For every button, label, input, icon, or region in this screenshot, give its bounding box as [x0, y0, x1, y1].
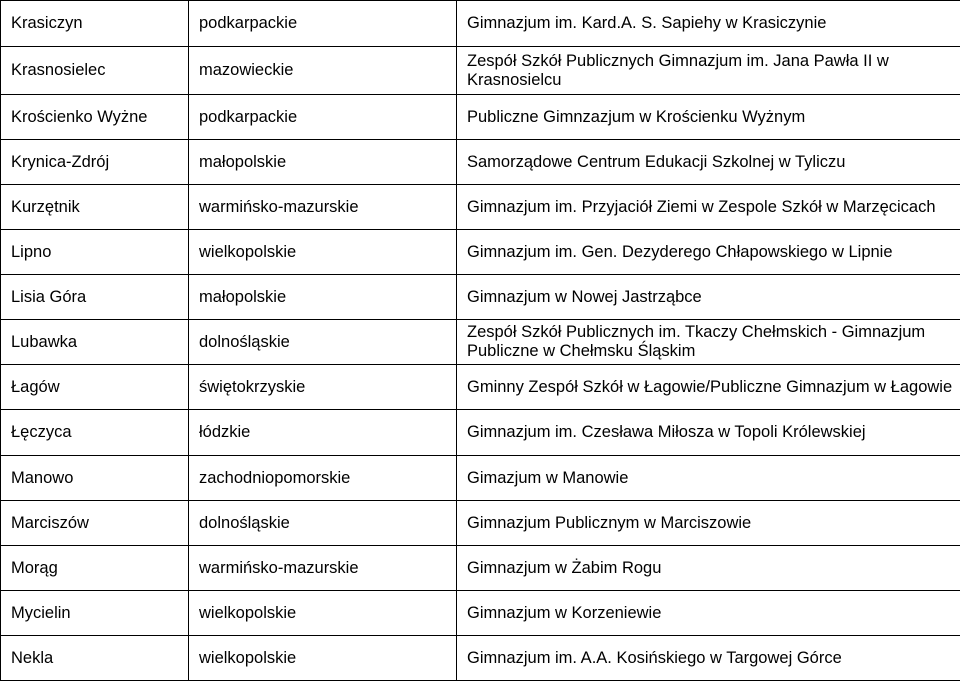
school-cell: Gimnazjum w Nowej Jastrząbce [457, 275, 960, 320]
table-row [1, 591, 960, 636]
town-cell: Marciszów [1, 501, 189, 546]
school-cell: Gminny Zespół Szkół w Łagowie/Publiczne Gimnazjum w Łagowie [457, 365, 960, 410]
table-row [1, 185, 960, 230]
table-row [1, 47, 960, 95]
voivodeship-cell: mazowieckie [189, 47, 457, 95]
voivodeship-cell: podkarpackie [189, 1, 457, 47]
town-cell: Krasnosielec [1, 47, 189, 95]
town-cell: Krościenko Wyżne [1, 95, 189, 140]
town-cell: Krynica-Zdrój [1, 140, 189, 185]
voivodeship-cell: małopolskie [189, 140, 457, 185]
voivodeship-cell: warmińsko-mazurskie [189, 546, 457, 591]
table-row [1, 140, 960, 185]
voivodeship-cell: dolnośląskie [189, 320, 457, 365]
town-cell: Manowo [1, 456, 189, 501]
voivodeship-cell: wielkopolskie [189, 636, 457, 681]
school-cell: Gimnazjum w Korzeniewie [457, 591, 960, 636]
school-cell: Gimnazjum Publicznym w Marciszowie [457, 501, 960, 546]
table-row [1, 501, 960, 546]
table-row [1, 230, 960, 275]
school-cell: Gimazjum w Manowie [457, 456, 960, 501]
school-cell: Gimnazjum im. Gen. Dezyderego Chłapowskiego w Lipnie [457, 230, 960, 275]
voivodeship-cell: świętokrzyskie [189, 365, 457, 410]
town-cell: Łagów [1, 365, 189, 410]
voivodeship-cell: małopolskie [189, 275, 457, 320]
school-cell: Gimnazjum w Żabim Rogu [457, 546, 960, 591]
table-row [1, 365, 960, 410]
school-cell: Gimnazjum im. Czesława Miłosza w Topoli Królewskiej [457, 410, 960, 456]
voivodeship-cell: wielkopolskie [189, 591, 457, 636]
school-cell: Zespół Szkół Publicznych im. Tkaczy Chełmskich - Gimnazjum Publiczne w Chełmsku Śląskim [457, 320, 960, 365]
town-cell: Lipno [1, 230, 189, 275]
table-row [1, 95, 960, 140]
town-cell: Kurzętnik [1, 185, 189, 230]
table-row [1, 1, 960, 47]
school-cell: Gimnazjum im. Przyjaciół Ziemi w Zespole Szkół w Marzęcicach [457, 185, 960, 230]
town-cell: Morąg [1, 546, 189, 591]
table-row [1, 456, 960, 501]
school-cell: Zespół Szkół Publicznych Gimnazjum im. Jana Pawła II w Krasnosielcu [457, 47, 960, 95]
town-cell: Łęczyca [1, 410, 189, 456]
voivodeship-cell: warmińsko-mazurskie [189, 185, 457, 230]
town-cell: Mycielin [1, 591, 189, 636]
table-row [1, 320, 960, 365]
table-row [1, 410, 960, 456]
voivodeship-cell: wielkopolskie [189, 230, 457, 275]
school-cell: Samorządowe Centrum Edukacji Szkolnej w Tyliczu [457, 140, 960, 185]
town-cell: Nekla [1, 636, 189, 681]
town-cell: Lisia Góra [1, 275, 189, 320]
school-cell: Publiczne Gimnzazjum w Krościenku Wyżnym [457, 95, 960, 140]
town-cell: Krasiczyn [1, 1, 189, 47]
town-cell: Lubawka [1, 320, 189, 365]
voivodeship-cell: dolnośląskie [189, 501, 457, 546]
voivodeship-cell: zachodniopomorskie [189, 456, 457, 501]
table-row [1, 275, 960, 320]
voivodeship-cell: łódzkie [189, 410, 457, 456]
voivodeship-cell: podkarpackie [189, 95, 457, 140]
school-cell: Gimnazjum im. A.A. Kosińskiego w Targowej Górce [457, 636, 960, 681]
school-cell: Gimnazjum im. Kard.A. S. Sapiehy w Krasiczynie [457, 1, 960, 47]
table-row [1, 546, 960, 591]
table-row [1, 636, 960, 681]
